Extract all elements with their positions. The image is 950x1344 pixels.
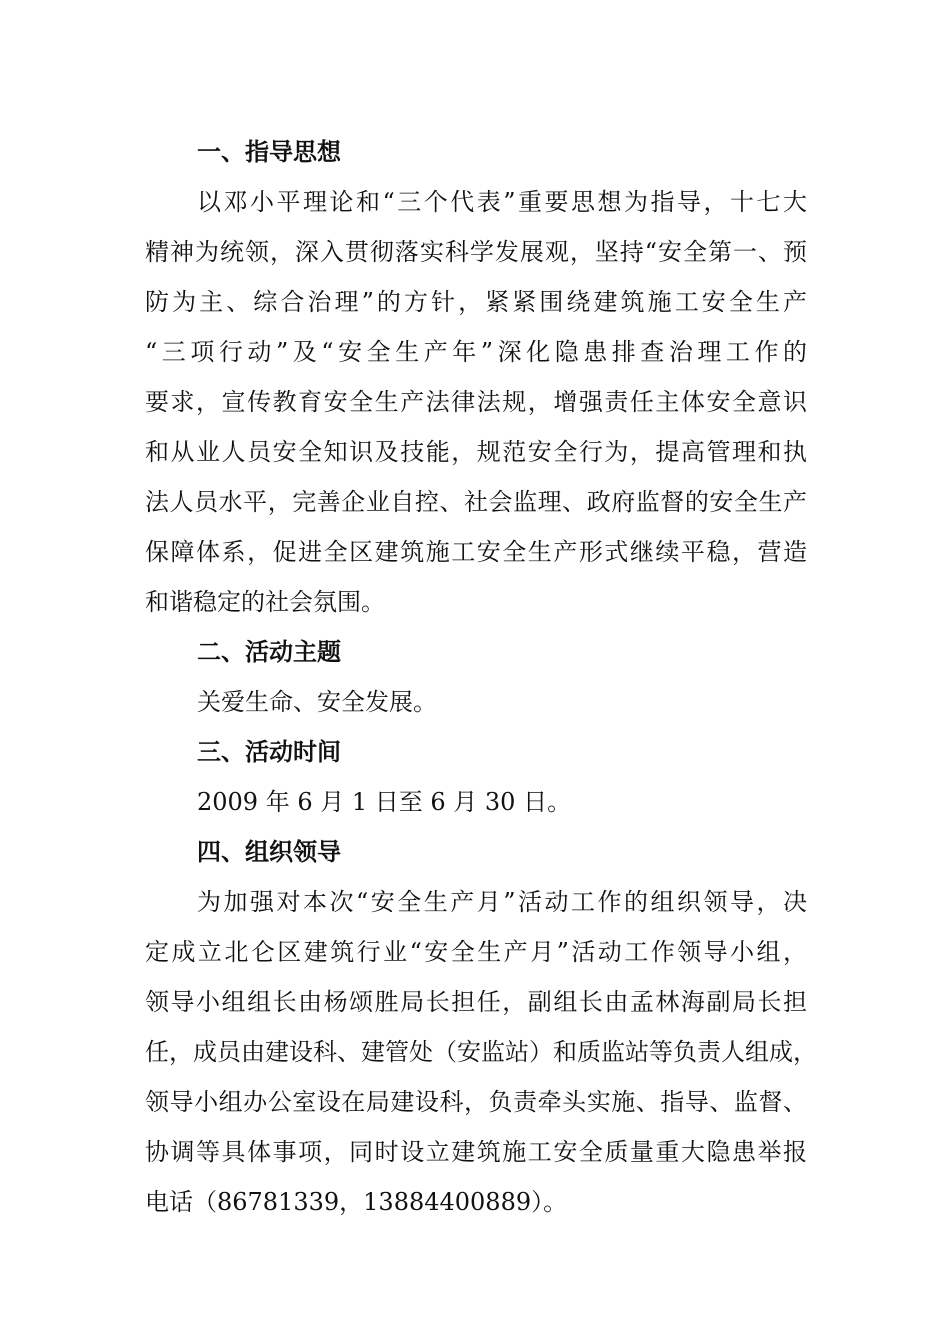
paragraph-line: 领导小组办公室设在局建设科，负责牵头实施、指导、监督、 bbox=[145, 1088, 807, 1116]
document-body bbox=[145, 127, 817, 1227]
paragraph-line: “三项行动”及“安全生产年”深化隐患排查治理工作的 bbox=[145, 338, 807, 366]
paragraph-line: 精神为统领，深入贯彻落实科学发展观，坚持“安全第一、预 bbox=[145, 238, 807, 266]
paragraph-line: 要求，宣传教育安全生产法律法规，增强责任主体安全意识 bbox=[145, 388, 807, 416]
paragraph-line: 保障体系，促进全区建筑施工安全生产形式继续平稳，营造 bbox=[145, 538, 807, 566]
paragraph-line: 定成立北仑区建筑行业“安全生产月”活动工作领导小组， bbox=[145, 938, 807, 966]
paragraph-line: 和谐稳定的社会氛围。 bbox=[145, 588, 385, 616]
paragraph-line: 和从业人员安全知识及技能，规范安全行为，提高管理和执 bbox=[145, 438, 807, 466]
paragraph-line: 电话（86781339，13884400889）。 bbox=[145, 1188, 568, 1216]
paragraph-line: 关爱生命、安全发展。 bbox=[197, 688, 437, 716]
paragraph-line: 协调等具体事项，同时设立建筑施工安全质量重大隐患举报 bbox=[145, 1138, 807, 1166]
section-heading-guiding-ideology: 一、指导思想 bbox=[197, 137, 341, 166]
paragraph-line: 防为主、综合治理”的方针，紧紧围绕建筑施工安全生产 bbox=[145, 288, 807, 316]
paragraph-line: 2009 年 6 月 1 日至 6 月 30 日。 bbox=[197, 788, 572, 816]
paragraph-line: 法人员水平，完善企业自控、社会监理、政府监督的安全生产 bbox=[145, 488, 807, 516]
section-heading-organization-leadership: 四、组织领导 bbox=[197, 837, 341, 866]
paragraph-line: 领导小组组长由杨颂胜局长担任，副组长由孟林海副局长担 bbox=[145, 988, 807, 1016]
paragraph-line: 为加强对本次“安全生产月”活动工作的组织领导，决 bbox=[197, 888, 807, 916]
paragraph-line: 任，成员由建设科、建管处（安监站）和质监站等负责人组成， bbox=[145, 1038, 817, 1066]
section-heading-activity-theme: 二、活动主题 bbox=[197, 637, 341, 666]
paragraph-line: 以邓小平理论和“三个代表”重要思想为指导，十七大 bbox=[197, 188, 807, 216]
section-heading-activity-time: 三、活动时间 bbox=[197, 737, 341, 766]
